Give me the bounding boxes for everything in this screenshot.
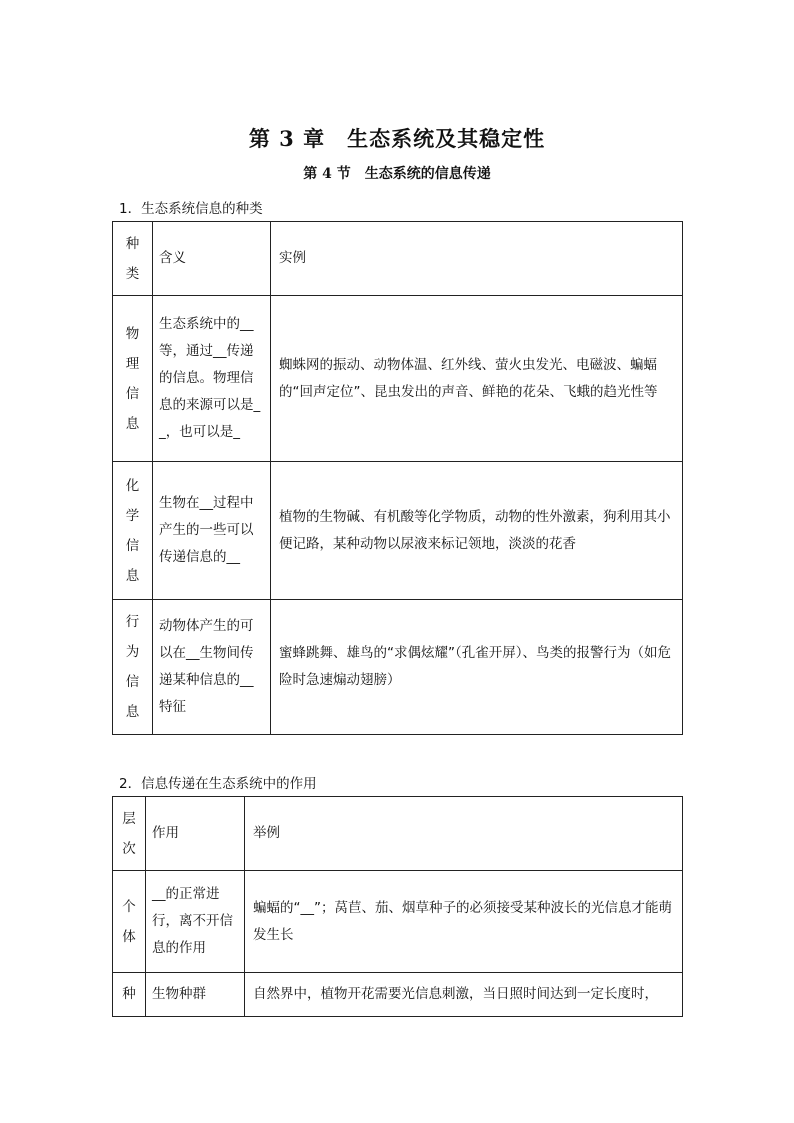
row-meaning: 生态系统中的__等，通过__传递的信息。物理信息的来源可以是__，也可以是_ bbox=[153, 296, 271, 462]
row-level-text: 个体 bbox=[122, 898, 136, 945]
table-row bbox=[113, 296, 683, 462]
row-type-text: 化学信息 bbox=[125, 477, 140, 584]
row-type-text: 物理信息 bbox=[125, 325, 140, 432]
header-level-text: 层次 bbox=[122, 810, 136, 857]
row-example: 蜜蜂跳舞、雄鸟的“求偶炫耀”（孔雀开屏）、鸟类的报警行为（如危险时急速煽动翅膀） bbox=[271, 600, 683, 735]
row-role: __的正常进行，离不开信息的作用 bbox=[146, 871, 245, 973]
table-row bbox=[113, 871, 683, 973]
header-meaning: 含义 bbox=[153, 222, 271, 296]
part2-heading: 2．信息传递在生态系统中的作用 bbox=[119, 776, 317, 792]
row-type bbox=[113, 462, 153, 600]
header-example: 举例 bbox=[245, 797, 683, 871]
chapter-title: 第 3 章 生态系统及其稳定性 bbox=[248, 126, 546, 151]
header-level bbox=[113, 797, 146, 871]
row-role: 生物种群 bbox=[146, 973, 245, 1017]
row-type bbox=[113, 296, 153, 462]
row-example: 自然界中，植物开花需要光信息刺激，当日照时间达到一定长度时， bbox=[245, 973, 683, 1017]
table-header-row bbox=[113, 222, 683, 296]
info-types-table bbox=[112, 221, 683, 735]
table-row bbox=[113, 462, 683, 600]
table-header-row bbox=[113, 797, 683, 871]
row-level bbox=[113, 871, 146, 973]
row-type bbox=[113, 600, 153, 735]
row-example: 蝙蝠的“__”；莴苣、茄、烟草种子的必须接受某种波长的光信息才能萌发生长 bbox=[245, 871, 683, 973]
part1-heading: 1．生态系统信息的种类 bbox=[119, 201, 263, 217]
header-role: 作用 bbox=[146, 797, 245, 871]
row-example: 蜘蛛网的振动、动物体温、红外线、萤火虫发光、电磁波、蝙蝠的“回声定位”、昆虫发出的声音、鲜艳的花朵、飞蛾的趋光性等 bbox=[271, 296, 683, 462]
table-row bbox=[113, 973, 683, 1017]
row-level: 种 bbox=[113, 973, 146, 1017]
row-meaning: 生物在__过程中产生的一些可以传递信息的__ bbox=[153, 462, 271, 600]
header-example: 实例 bbox=[271, 222, 683, 296]
row-example: 植物的生物碱、有机酸等化学物质，动物的性外激素，狗利用其小便记路，某种动物以尿液来标记领地，淡淡的花香 bbox=[271, 462, 683, 600]
table-row bbox=[113, 600, 683, 735]
section-title: 第 4 节 生态系统的信息传递 bbox=[303, 166, 491, 182]
header-type-text: 种类 bbox=[125, 235, 140, 282]
row-type-text: 行为信息 bbox=[125, 614, 140, 720]
header-type bbox=[113, 222, 153, 296]
info-roles-table bbox=[112, 796, 683, 1017]
row-meaning: 动物体产生的可以在__生物间传递某种信息的__特征 bbox=[153, 600, 271, 735]
